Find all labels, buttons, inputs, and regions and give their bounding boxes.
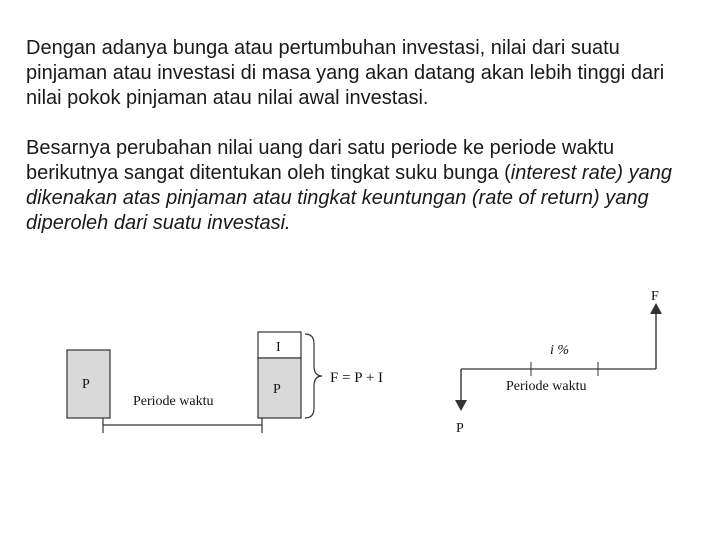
- diagram-left: [67, 332, 383, 433]
- present-value-label: P: [456, 421, 464, 436]
- present-value-arrow-head: [455, 400, 467, 411]
- paragraph-interest-growth: Dengan adanya bunga atau pertumbuhan investasi, nilai dari suatu pinjaman atau investasi di masa yang akan datang akan lebih tinggi dari nilai pokok pinjaman atau nilai awal investasi.: [26, 37, 665, 109]
- future-value-label: F: [651, 289, 659, 304]
- principal-right-label: P: [273, 382, 281, 397]
- paragraph-value-change-italic: interest rate) yang dikenakan atas pinjaman atau tingkat keuntungan (rate of return) yang diperoleh dari suatu investasi.: [26, 162, 672, 234]
- curly-brace: [305, 334, 322, 418]
- future-value-arrow-head: [650, 303, 662, 314]
- formula-label: F = P + I: [330, 370, 384, 386]
- period-label-left: Periode waktu: [133, 394, 214, 409]
- diagram-right: [455, 289, 662, 436]
- period-label-right: Periode waktu: [506, 379, 587, 394]
- interest-box-label: I: [276, 340, 281, 355]
- paragraph-value-change-text: Besarnya perubahan nilai uang dari satu periode ke periode waktu berikutnya sangat ditentukan oleh tingkat suku bunga (: [26, 137, 615, 184]
- rate-label: i %: [550, 343, 570, 358]
- principal-left-label: P: [82, 377, 90, 392]
